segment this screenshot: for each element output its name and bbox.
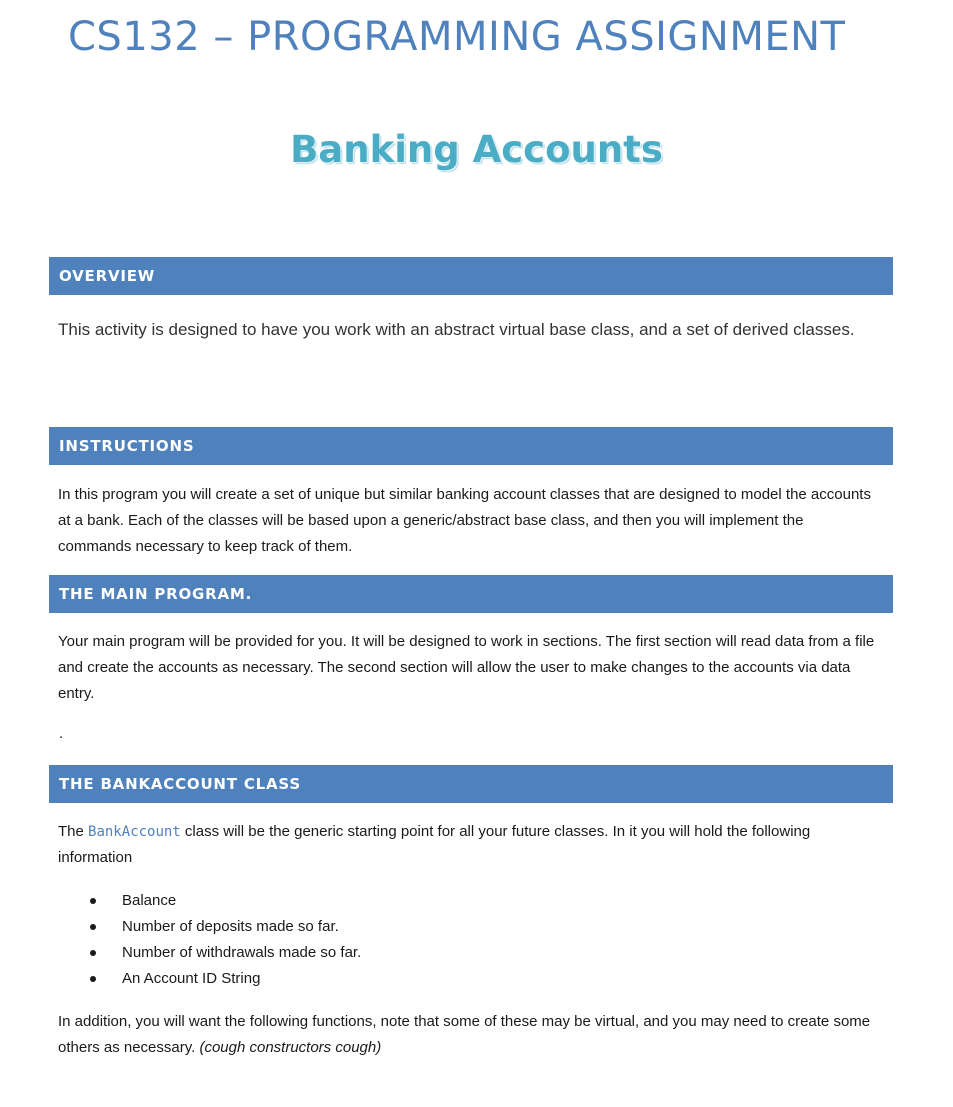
closing-italic-note: (cough constructors cough) [199,1039,382,1056]
closing-text: In addition, you will want the following functions, note that some of these may be virtual, and you may need to create some others as necessary. [58,1013,871,1056]
list-item [88,914,361,940]
section-header-instructions [49,427,893,465]
intro-suffix: class will be the generic starting point for all your future classes. In it you will hold the following information [58,823,811,866]
section-heading-bankaccount: THE BANKACCOUNT CLASS [59,775,301,793]
account-fields-list [88,888,361,992]
section-heading-instructions: INSTRUCTIONS [59,437,195,455]
stray-period: . [59,725,64,742]
instructions-paragraph: In this program you will create a set of unique but similar banking account classes that are designed to model the accounts at a bank. Each of the classes will be based upon a generic/abstract base class, and then you will implement the commands necessary to keep track of them. [58,486,871,555]
list-item-text: Number of deposits made so far. [122,918,339,935]
bankaccount-intro-paragraph [58,819,878,871]
list-item [88,888,361,914]
bullet-icon [90,924,96,930]
list-item [88,940,361,966]
overview-paragraph: This activity is designed to have you work with an abstract virtual base class, and a set of derived classes. [58,320,855,339]
main-program-paragraph: Your main program will be provided for you. It will be designed to work in sections. The first section will read data from a file and create the accounts as necessary. The second section will allow the user to make changes to the accounts via data entry. [58,633,875,702]
list-item-text: Number of withdrawals made so far. [122,944,362,961]
document-subtitle: Banking Accounts [290,128,663,171]
bullet-icon [90,950,96,956]
section-heading-main-program: THE MAIN PROGRAM. [59,585,253,603]
document-title: CS132 – PROGRAMMING ASSIGNMENT [68,14,846,60]
bullet-icon [90,976,96,982]
section-header-main-program [49,575,893,613]
bankaccount-closing-paragraph [58,1009,878,1061]
list-item [88,966,361,992]
section-header-overview [49,257,893,295]
section-header-bankaccount [49,765,893,803]
list-item-text: Balance [122,892,177,909]
list-item-text: An Account ID String [122,970,261,987]
intro-prefix: The [58,823,89,840]
section-heading-overview: OVERVIEW [59,267,156,285]
bullet-icon [90,898,96,904]
class-name-code: BankAccount [88,824,181,840]
